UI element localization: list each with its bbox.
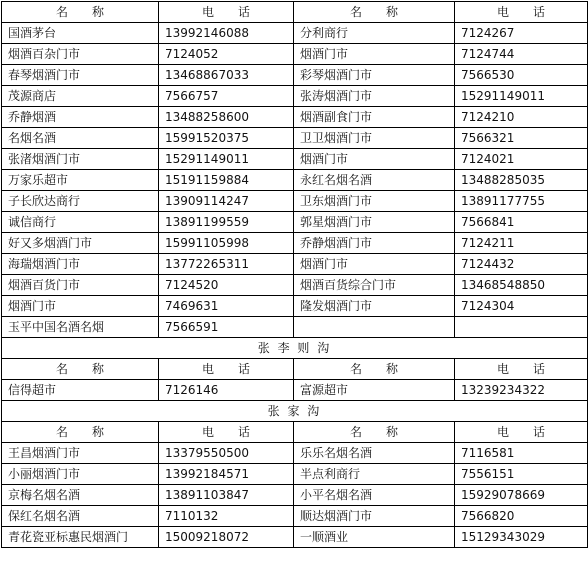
table-row: [2, 23, 588, 44]
phone-cell: 15009218072: [159, 527, 294, 548]
table-row: [2, 44, 588, 65]
phone-cell: 13488258600: [159, 107, 294, 128]
table-row: [2, 128, 588, 149]
phone-cell: 7124744: [455, 44, 588, 65]
phone-cell: 7124210: [455, 107, 588, 128]
shop-name-cell: 分利商行: [294, 23, 455, 44]
shop-name-cell: 富源超市: [294, 380, 455, 401]
phone-cell: 7124304: [455, 296, 588, 317]
shop-name-cell: 乔静烟酒: [2, 107, 159, 128]
phone-cell: 7556151: [455, 464, 588, 485]
shop-name-cell: 烟酒百杂门市: [2, 44, 159, 65]
shop-name-cell: 乐乐名烟名酒: [294, 443, 455, 464]
phone-cell: 7566321: [455, 128, 588, 149]
table-row: [2, 275, 588, 296]
phone-column-header: 电 话: [159, 422, 294, 443]
section-title: 张 李 则 沟: [2, 338, 588, 359]
shop-name-cell: 京梅名烟名酒: [2, 485, 159, 506]
table-row: [2, 506, 588, 527]
phone-cell: 7124520: [159, 275, 294, 296]
shop-name-cell: 子长欣达商行: [2, 191, 159, 212]
shop-name-cell: 彩琴烟酒门市: [294, 65, 455, 86]
shop-name-cell: 保红名烟名酒: [2, 506, 159, 527]
phone-cell: 7124052: [159, 44, 294, 65]
phone-cell: 7124021: [455, 149, 588, 170]
shop-name-cell: 信得超市: [2, 380, 159, 401]
table-row: [2, 170, 588, 191]
name-column-header: 名 称: [294, 422, 455, 443]
shop-name-cell: 烟酒副食门市: [294, 107, 455, 128]
shop-name-cell: 玉平中国名酒名烟: [2, 317, 159, 338]
shop-name-cell: 烟酒百货综合门市: [294, 275, 455, 296]
phone-cell: 13891199559: [159, 212, 294, 233]
phone-cell: 13488285035: [455, 170, 588, 191]
phone-column-header: 电 话: [455, 359, 588, 380]
phone-cell: 13891177755: [455, 191, 588, 212]
directory-body: [2, 2, 588, 548]
table-row: [2, 212, 588, 233]
shop-name-cell: 半点利商行: [294, 464, 455, 485]
name-column-header: 名 称: [294, 359, 455, 380]
phone-cell: 7116581: [455, 443, 588, 464]
shop-name-cell: 海瑞烟酒门市: [2, 254, 159, 275]
shop-name-cell: 烟酒门市: [294, 254, 455, 275]
phone-cell: 13909114247: [159, 191, 294, 212]
section-title-row: [2, 338, 588, 359]
phone-cell: 7124267: [455, 23, 588, 44]
shop-name-cell: 名烟名酒: [2, 128, 159, 149]
table-row: [2, 233, 588, 254]
table-row: [2, 527, 588, 548]
shop-name-cell: 烟酒门市: [294, 44, 455, 65]
section-title: 张 家 沟: [2, 401, 588, 422]
table-row: [2, 254, 588, 275]
table-row: [2, 443, 588, 464]
shop-name-cell: [294, 317, 455, 338]
shop-name-cell: 青花瓷亚标惠民烟酒门: [2, 527, 159, 548]
column-header-row: [2, 422, 588, 443]
phone-cell: 7110132: [159, 506, 294, 527]
shop-name-cell: 万家乐超市: [2, 170, 159, 191]
shop-name-cell: 张渚烟酒门市: [2, 149, 159, 170]
shop-name-cell: 卫东烟酒门市: [294, 191, 455, 212]
shop-name-cell: 茂源商店: [2, 86, 159, 107]
table-row: [2, 317, 588, 338]
shop-name-cell: 小平名烟名酒: [294, 485, 455, 506]
shop-name-cell: 隆发烟酒门市: [294, 296, 455, 317]
table-row: [2, 107, 588, 128]
phone-cell: 7566757: [159, 86, 294, 107]
table-row: [2, 380, 588, 401]
table-row: [2, 296, 588, 317]
name-column-header: 名 称: [294, 2, 455, 23]
shop-name-cell: 春琴烟酒门市: [2, 65, 159, 86]
phone-column-header: 电 话: [455, 422, 588, 443]
phone-cell: 15291149011: [455, 86, 588, 107]
shop-name-cell: 国酒茅台: [2, 23, 159, 44]
shop-name-cell: 烟酒门市: [294, 149, 455, 170]
phone-cell: 7124432: [455, 254, 588, 275]
shop-name-cell: 烟酒百货门市: [2, 275, 159, 296]
phone-cell: 13891103847: [159, 485, 294, 506]
shop-name-cell: 永红名烟名酒: [294, 170, 455, 191]
phone-cell: 7126146: [159, 380, 294, 401]
phone-cell: 7566530: [455, 65, 588, 86]
shop-name-cell: 顺达烟酒门市: [294, 506, 455, 527]
directory-table: [1, 1, 588, 548]
phone-cell: 7566591: [159, 317, 294, 338]
shop-name-cell: 王昌烟酒门市: [2, 443, 159, 464]
shop-name-cell: 好又多烟酒门市: [2, 233, 159, 254]
column-header-row: [2, 2, 588, 23]
phone-column-header: 电 话: [159, 2, 294, 23]
shop-name-cell: 一顺酒业: [294, 527, 455, 548]
phone-cell: 7469631: [159, 296, 294, 317]
shop-name-cell: 诚信商行: [2, 212, 159, 233]
shop-name-cell: 卫卫烟酒门市: [294, 128, 455, 149]
column-header-row: [2, 359, 588, 380]
name-column-header: 名 称: [2, 359, 159, 380]
table-row: [2, 65, 588, 86]
phone-cell: 7566820: [455, 506, 588, 527]
phone-cell: 13992146088: [159, 23, 294, 44]
phone-cell: 13468867033: [159, 65, 294, 86]
shop-name-cell: 烟酒门市: [2, 296, 159, 317]
phone-cell: 13379550500: [159, 443, 294, 464]
shop-name-cell: 郭星烟酒门市: [294, 212, 455, 233]
name-column-header: 名 称: [2, 422, 159, 443]
table-row: [2, 485, 588, 506]
phone-cell: 13239234322: [455, 380, 588, 401]
phone-cell: 15991520375: [159, 128, 294, 149]
phone-cell: 15991105998: [159, 233, 294, 254]
phone-column-header: 电 话: [159, 359, 294, 380]
table-row: [2, 149, 588, 170]
phone-cell: [455, 317, 588, 338]
shop-name-cell: 乔静烟酒门市: [294, 233, 455, 254]
phone-cell: 13992184571: [159, 464, 294, 485]
phone-cell: 15291149011: [159, 149, 294, 170]
shop-name-cell: 小丽烟酒门市: [2, 464, 159, 485]
shop-name-cell: 张涛烟酒门市: [294, 86, 455, 107]
phone-cell: 15191159884: [159, 170, 294, 191]
phone-cell: 15129343029: [455, 527, 588, 548]
phone-column-header: 电 话: [455, 2, 588, 23]
phone-cell: 13772265311: [159, 254, 294, 275]
phone-cell: 7124211: [455, 233, 588, 254]
name-column-header: 名 称: [2, 2, 159, 23]
table-row: [2, 464, 588, 485]
phone-cell: 15929078669: [455, 485, 588, 506]
section-title-row: [2, 401, 588, 422]
phone-cell: 13468548850: [455, 275, 588, 296]
table-row: [2, 191, 588, 212]
phone-cell: 7566841: [455, 212, 588, 233]
table-row: [2, 86, 588, 107]
